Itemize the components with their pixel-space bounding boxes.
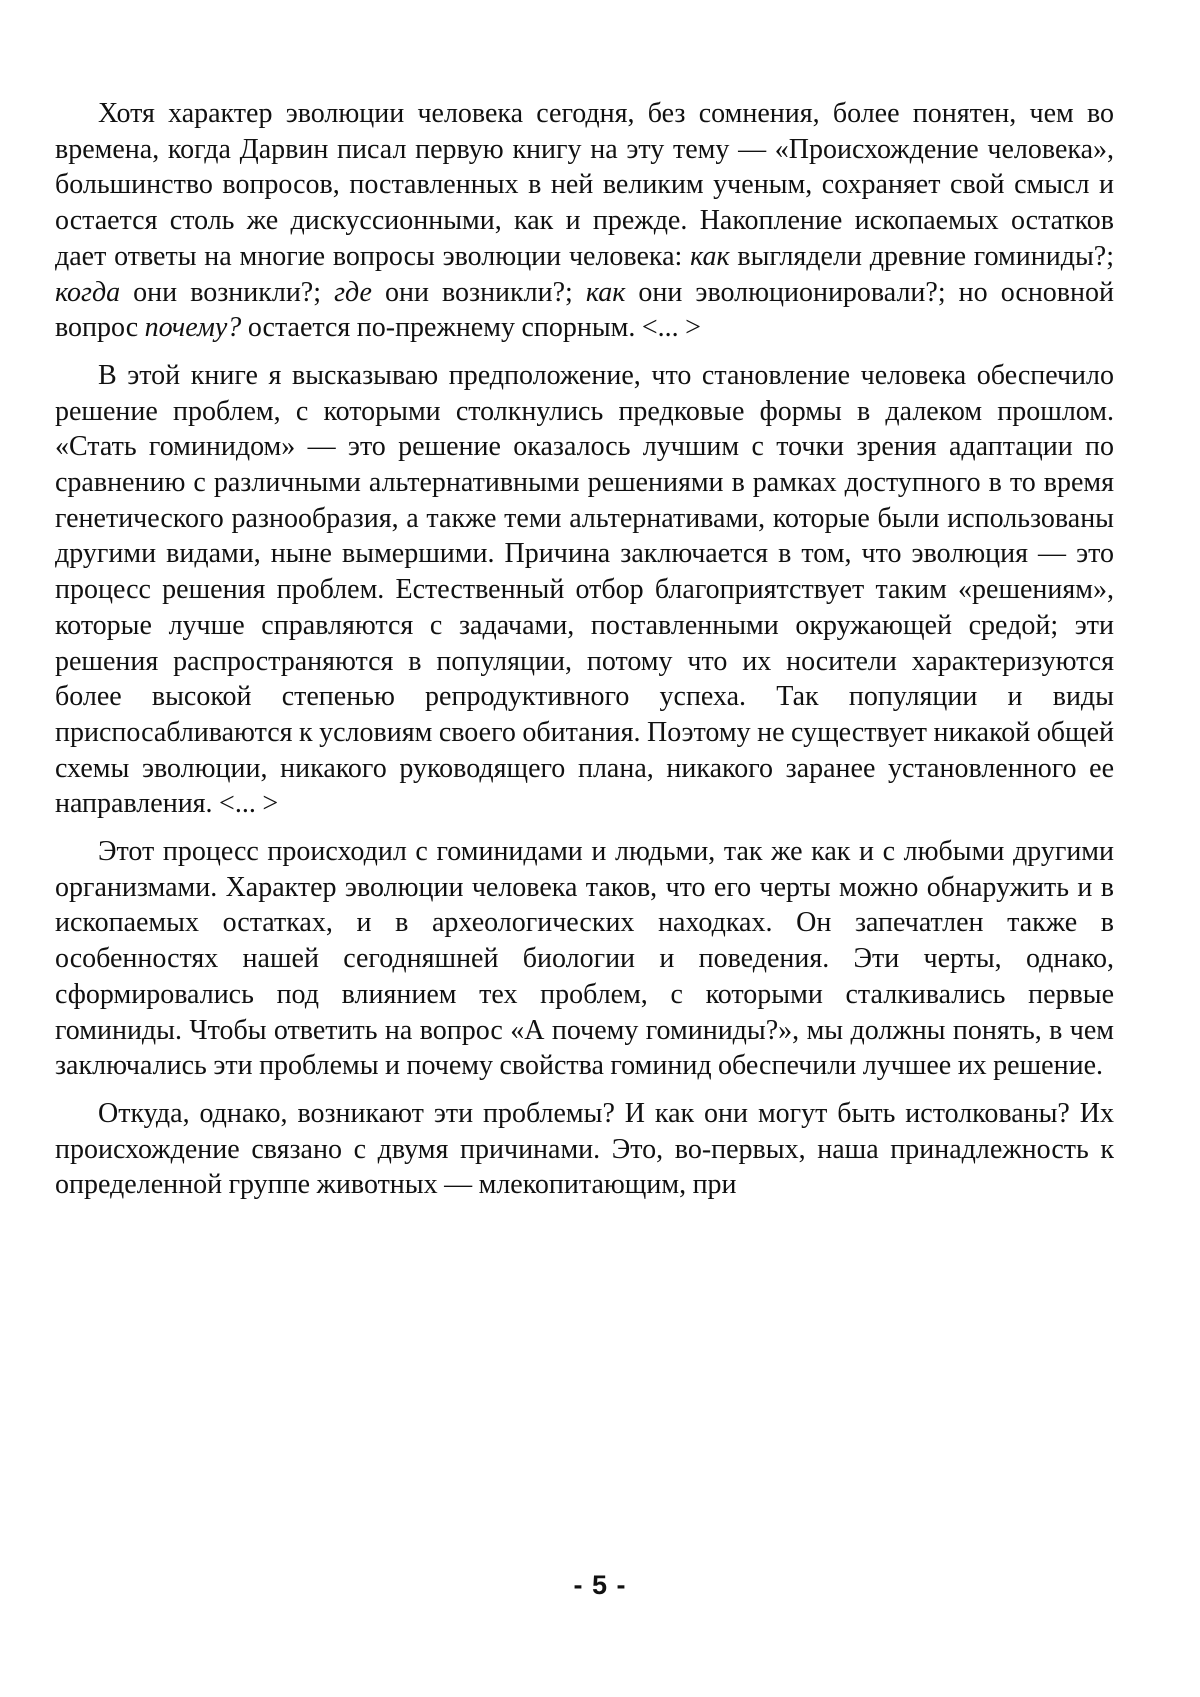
paragraph-2 (55, 358, 1114, 822)
paragraph-1-segment-2: как (690, 240, 730, 272)
paragraph-1-segment-4: когда (55, 276, 121, 308)
paragraph-1-segment-5: они возникли?; (120, 276, 335, 308)
paragraph-4 (55, 1096, 1114, 1203)
paragraph-1-segment-10: почему? (144, 312, 242, 344)
paragraph-1-segment-9: они эволюционировали?; но основной вопрос (55, 276, 1114, 344)
paragraph-4-segment-1: Откуда, однако, возникают эти проблемы? И как они могут быть истолкованы? Их происхождение связано с двумя причинами. Это, во-первых, наша принадлежность к определенной группе животных — млекопитающим, при (55, 1097, 1114, 1201)
paragraph-1-segment-7: они возникли?; (371, 276, 586, 308)
paragraph-1-segment-6: где (334, 276, 372, 308)
paragraph-3 (55, 834, 1114, 1084)
paragraph-1 (55, 96, 1114, 346)
paragraph-1-segment-8: как (585, 276, 626, 308)
paragraph-1-segment-1: Хотя характер эволюции человека сегодня, без сомнения, более понятен, чем во времена, когда Дарвин писал первую книгу на эту тему — «Происхождение человека», большинство вопросов, поставленных в ней великим ученым, сохраняет свой смысл и остается столь же дискуссионными, как и прежде. Накопление ископаемых остатков дает ответы на многие вопросы эволюции человека: (55, 98, 1114, 272)
page-number: - 5 - (573, 1570, 627, 1600)
paragraph-1-segment-11: остается по-прежнему спорным. <... > (241, 312, 701, 344)
paragraph-2-segment-1: В этой книге я высказываю предположение, что становление человека обеспечило решение проблем, с которыми столкнулись предковые формы в далеком прошлом. «Стать гоминидом» — это решение оказалось лучшим с точки зрения адаптации по сравнению с различными альтернативными решениями в рамках доступного в то время генетического разнообразия, а также теми альтернативами, которые были использованы другими видами, ныне вымершими. Причина заключается в том, что эволюция — это процесс решения проблем. Естественный отбор благоприятствует таким «решениям», которые лучше справляются с задачами, поставленными окружающей средой; эти решения распространяются в популяции, потому что их носители характеризуются более высокой степенью репродуктивного успеха. Так популяции и виды приспосабливаются к условиям своего обитания. Поэтому не существует никакой общей схемы эволюции, никакого руководящего плана, никакого заранее установленного ее направления. <... > (55, 359, 1114, 820)
paragraph-3-segment-1: Этот процесс происходил с гоминидами и людьми, так же как и с любыми другими организмами. Характер эволюции человека таков, что его черты можно обнаружить и в ископаемых остатках, и в археологических находках. Он запечатлен также в особенностях нашей сегодняшней биологии и поведения. Эти черты, однако, сформировались под влиянием тех проблем, с которыми сталкивались первые гоминиды. Чтобы ответить на вопрос «А почему гоминиды?», мы должны понять, в чем заключались эти проблемы и почему свойства гоминид обеспечили лучшее их решение. (55, 836, 1114, 1082)
paragraph-1-segment-3: выглядели древние гоминиды?; (729, 240, 1114, 272)
body-text (55, 96, 1114, 1203)
